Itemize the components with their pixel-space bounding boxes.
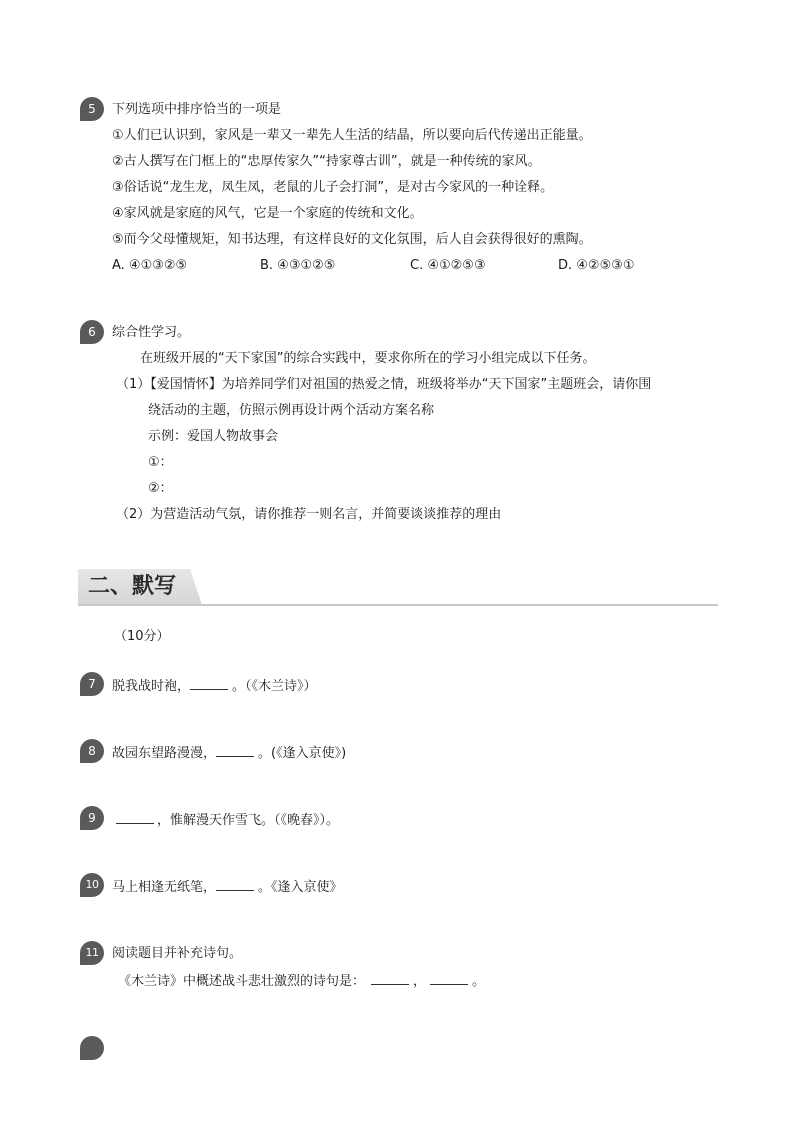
verse-after: 。《逢入京使》	[258, 880, 343, 895]
question-number-badge: 7	[80, 672, 104, 696]
statement-2: ②古人撰写在门框上的“忠厚传家久”“持家尊古训”，就是一种传统的家风。	[112, 154, 541, 169]
answer-slot-1[interactable]: ①：	[148, 455, 173, 470]
question-number-badge: 8	[80, 739, 104, 763]
statement-1: ①人们已认识到，家风是一辈又一辈先人生活的结晶，所以要向后代传递出正能量。	[112, 128, 592, 143]
option-c[interactable]: C. ④①②⑤③	[410, 258, 486, 273]
subquestion-1-line-1: （1）【爱国情怀】为培养同学们对祖国的热爱之情，班级将举办“天下国家”主题班会，请你围	[116, 377, 652, 392]
statement-5: ⑤而今父母懂规矩，知书达理，有这样良好的文化氛围，后人自会获得很好的熏陶。	[112, 232, 592, 247]
dictation-line	[118, 972, 485, 990]
answer-blank[interactable]	[216, 744, 254, 757]
option-a[interactable]: A. ④①③②⑤	[112, 258, 188, 273]
verse-before: 脱我战时袍，	[112, 679, 191, 694]
question-number-badge: 6	[80, 320, 104, 344]
question-stem: 阅读题目并补充诗句。	[112, 946, 243, 961]
subquestion-1-line-2: 绕活动的主题，仿照示例再设计两个活动方案名称	[148, 403, 435, 418]
statement-4: ④家风就是家庭的风气，它是一个家庭的传统和文化。	[112, 206, 423, 221]
prompt-text: 《木兰诗》中概述战斗悲壮激烈的诗句是：	[118, 974, 366, 989]
example-text: 示例：爱国人物故事会	[148, 429, 279, 444]
option-d[interactable]: D. ④②⑤③①	[558, 258, 635, 273]
section-divider	[78, 604, 718, 606]
question-stem: 综合性学习。	[112, 325, 191, 340]
answer-blank[interactable]	[116, 811, 154, 824]
verse-before: 马上相逢无纸笔，	[112, 880, 217, 895]
section-title: 二、默写	[88, 574, 177, 599]
section-score: （10分）	[114, 629, 170, 644]
answer-blank-2[interactable]	[430, 972, 468, 985]
answer-blank[interactable]	[190, 677, 228, 690]
answer-slot-2[interactable]: ②：	[148, 481, 173, 496]
verse-after: 。（《木兰诗》）	[232, 679, 317, 694]
question-number-badge: 10	[80, 873, 104, 897]
dictation-line	[112, 677, 317, 695]
dictation-line	[112, 744, 346, 762]
verse-before: 故园东望路漫漫，	[112, 746, 217, 761]
question-number-badge: 5	[80, 97, 104, 121]
separator: ，	[413, 974, 427, 989]
option-b[interactable]: B. ④③①②⑤	[260, 258, 336, 273]
dictation-line	[116, 811, 339, 829]
question-number-badge: 11	[80, 941, 104, 965]
end-mark: 。	[472, 974, 486, 989]
subquestion-2: （2）为营造活动气氛，请你推荐一则名言，并简要谈谈推荐的理由	[116, 507, 502, 522]
answer-blank-1[interactable]	[371, 972, 409, 985]
verse-after: 。(《逢入京使》)	[258, 746, 347, 761]
task-intro: 在班级开展的“天下家国”的综合实践中，要求你所在的学习小组完成以下任务。	[140, 351, 596, 366]
question-number-badge-partial	[80, 1036, 104, 1060]
dictation-line	[112, 878, 343, 896]
verse-after: ，惟解漫天作雪飞。（《晚春》）。	[157, 813, 340, 828]
question-stem: 下列选项中排序恰当的一项是	[112, 102, 282, 117]
question-number-badge: 9	[80, 806, 104, 830]
answer-blank[interactable]	[216, 878, 254, 891]
statement-3: ③俗话说“龙生龙，凤生凤，老鼠的儿子会打洞”，是对古今家风的一种诠释。	[112, 180, 554, 195]
